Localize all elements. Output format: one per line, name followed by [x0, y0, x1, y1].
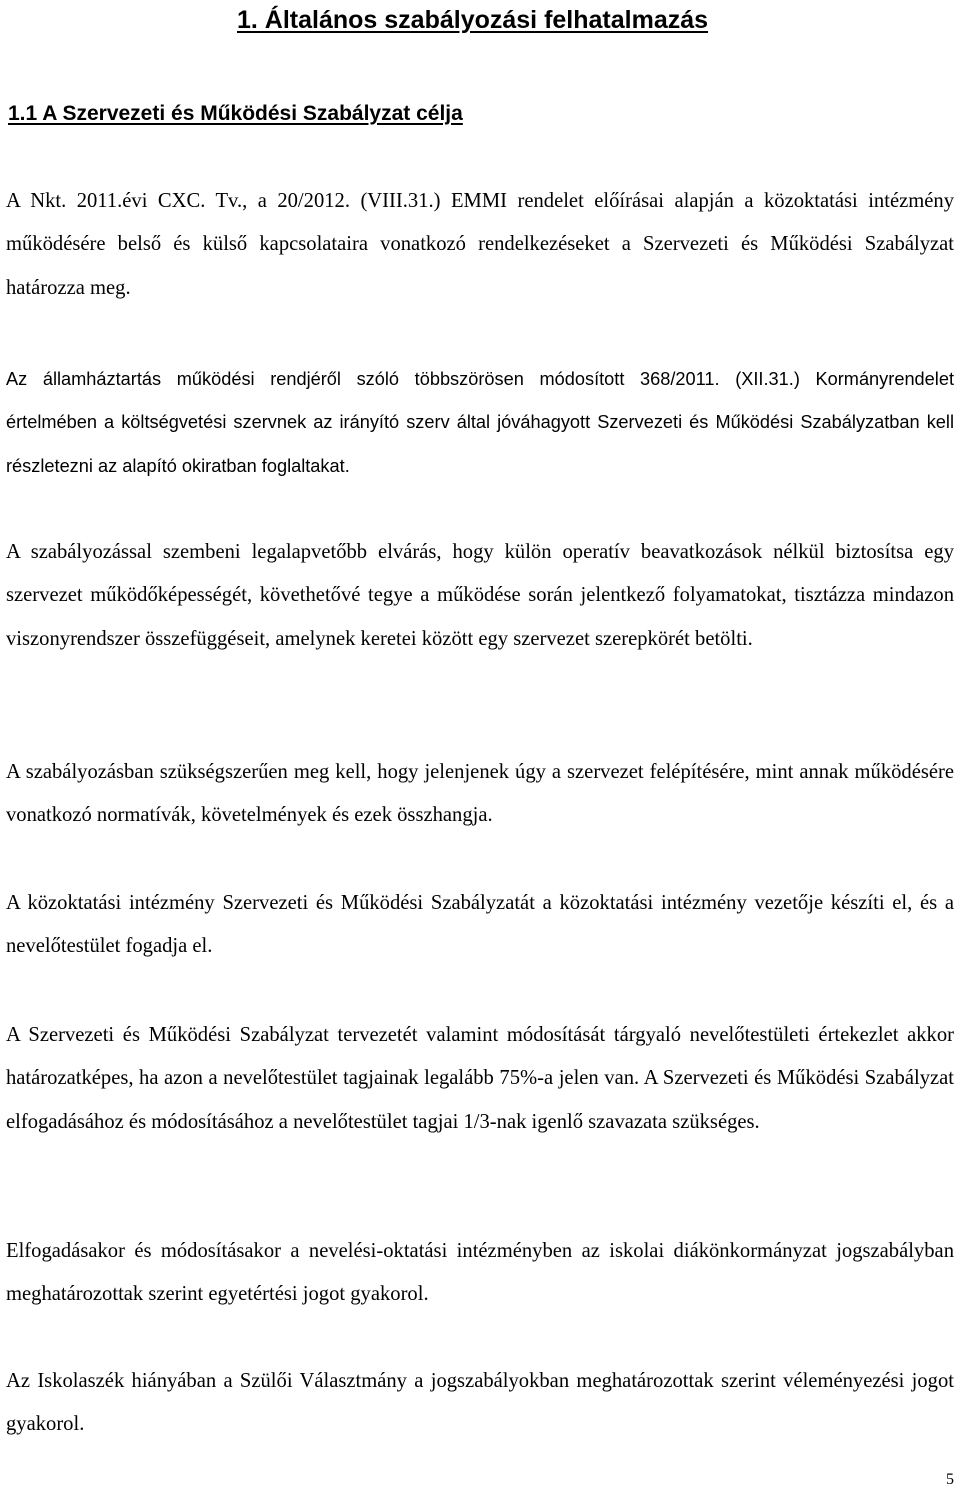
subsection-heading: 1.1 A Szervezeti és Működési Szabályzat célja — [8, 102, 463, 125]
paragraph-legal-basis: A Nkt. 2011.évi CXC. Tv., a 20/2012. (VIII.31.) EMMI rendelet előírásai alapján a közoktatási intézmény működésére belső és külső kapcsolataira vonatkozó rendelkezéseket a Szervezeti és Működési Szabályzat határozza meg. — [6, 190, 954, 299]
paragraph-parent-committee: Az Iskolaszék hiányában a Szülői Választmány a jogszabályokban meghatározottak szerint véleményezési jogot gyakorol. — [6, 1370, 954, 1436]
page-number: 5 — [946, 1471, 954, 1488]
paragraph-government-decree: Az államháztartás működési rendjéről szóló többszörösen módosított 368/2011. (XII.31.) Kormányrendelet értelmében a költségvetési szervnek az irányító szerv által jóváhagyott Szervezeti és Működési Szabályzatban kell részletezni az alapító okiratban foglaltakat. — [6, 369, 954, 476]
paragraph-regulation-content: A szabályozásban szükségszerűen meg kell, hogy jelenjenek úgy a szervezet felépítésére, mint annak működésére vonatkozó normatívák, követelmények és ezek összhangja. — [6, 761, 954, 827]
paragraph-quorum-voting: A Szervezeti és Működési Szabályzat tervezetét valamint módosítását tárgyaló nevelőtestületi értekezlet akkor határozatképes, ha azon a nevelőtestület tagjainak legalább 75%-a jelen van. A Szervezeti és Működési Szabályzat elfogadásához és módosításához a nevelőtestület tagjai 1/3-nak igenlő szavazata szükséges. — [6, 1024, 954, 1133]
paragraph-student-council: Elfogadásakor és módosításakor a nevelési-oktatási intézményben az iskolai diákönkormányzat jogszabályban meghatározottak szerint egyetértési jogot gyakorol. — [6, 1240, 954, 1306]
paragraph-preparation-adoption: A közoktatási intézmény Szervezeti és Működési Szabályzatát a közoktatási intézmény vezetője készíti el, és a nevelőtestület fogadja el. — [6, 892, 954, 958]
paragraph-basic-expectation: A szabályozással szembeni legalapvetőbb elvárás, hogy külön operatív beavatkozások nélkül biztosítsa egy szervezet működőképességét, követhetővé tegye a működése során jelentkező folyamatokat, tisztázza mindazon viszonyrendszer összefüggéseit, amelynek keretei között egy szervezet szerepkörét betölti. — [6, 541, 954, 650]
section-heading: 1. Általános szabályozási felhatalmazás — [237, 6, 709, 34]
